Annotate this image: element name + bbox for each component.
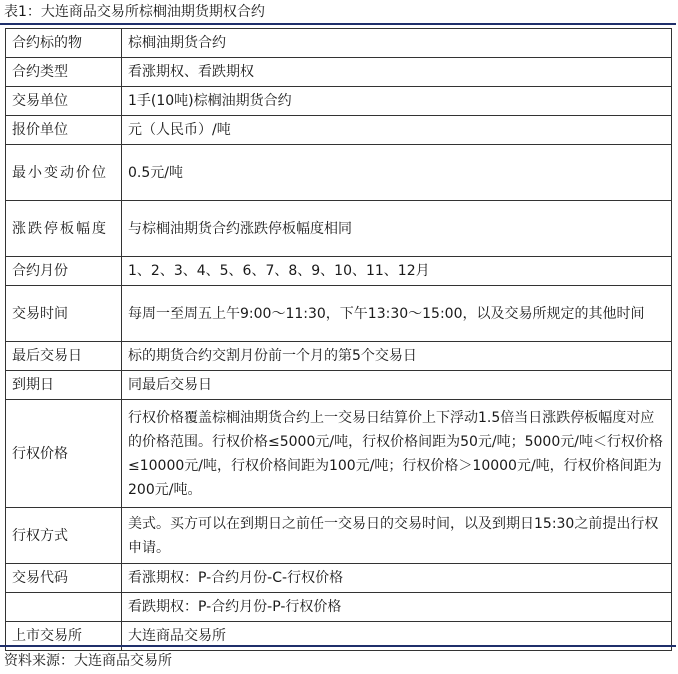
row-value: 0.5元/吨 [122, 145, 672, 201]
row-value: 每周一至周五上午9:00～11:30，下午13:30～15:00，以及交易所规定的其他时间 [122, 286, 672, 342]
row-key: 合约标的物 [6, 29, 122, 58]
row-value: 标的期货合约交割月份前一个月的第5个交易日 [122, 342, 672, 371]
row-value: 看跌期权：P-合约月份-P-行权价格 [122, 593, 672, 622]
row-value: 看涨期权：P-合约月份-C-行权价格 [122, 564, 672, 593]
row-key: 合约月份 [6, 257, 122, 286]
row-value: 棕榈油期货合约 [122, 29, 672, 58]
row-key: 最后交易日 [6, 342, 122, 371]
row-value: 看涨期权、看跌期权 [122, 58, 672, 87]
row-value: 行权价格覆盖棕榈油期货合约上一交易日结算价上下浮动1.5倍当日涨跌停板幅度对应的价格范围。行权价格≤5000元/吨，行权价格间距为50元/吨；5000元/吨＜行权价格≤10000元/吨，行权价格间距为100元/吨；行权价格＞10000元/吨，行权价格间距为200元/吨。 [122, 400, 672, 508]
table-row [6, 400, 672, 508]
row-value: 同最后交易日 [122, 371, 672, 400]
row-key: 交易时间 [6, 286, 122, 342]
row-key: 行权价格 [6, 400, 122, 508]
row-value: 1手(10吨)棕榈油期货合约 [122, 87, 672, 116]
row-value: 大连商品交易所 [122, 622, 672, 651]
table-row [6, 564, 672, 593]
table-row [6, 29, 672, 58]
row-value: 美式。买方可以在到期日之前任一交易日的交易时间，以及到期日15:30之前提出行权申请。 [122, 508, 672, 564]
row-key: 交易单位 [6, 87, 122, 116]
table-caption: 表1：大连商品交易所棕榈油期货期权合约 [4, 4, 265, 20]
row-key: 涨跌停板幅度 [6, 201, 122, 257]
table-row [6, 593, 672, 622]
row-key: 到期日 [6, 371, 122, 400]
table-row [6, 257, 672, 286]
bottom-rule [0, 645, 676, 647]
table-row [6, 286, 672, 342]
table-row [6, 145, 672, 201]
table-row [6, 371, 672, 400]
source-note: 资料来源：大连商品交易所 [4, 653, 172, 669]
row-key: 合约类型 [6, 58, 122, 87]
table-row [6, 342, 672, 371]
row-key: 交易代码 [6, 564, 122, 593]
row-value: 与棕榈油期货合约涨跌停板幅度相同 [122, 201, 672, 257]
table-row [6, 116, 672, 145]
row-key: 报价单位 [6, 116, 122, 145]
table-row [6, 58, 672, 87]
row-key: 上市交易所 [6, 622, 122, 651]
row-value: 元（人民币）/吨 [122, 116, 672, 145]
row-key [6, 593, 122, 622]
contract-spec-table [5, 28, 672, 651]
table-row [6, 508, 672, 564]
row-key: 最小变动价位 [6, 145, 122, 201]
table-row [6, 87, 672, 116]
table-row [6, 201, 672, 257]
row-key: 行权方式 [6, 508, 122, 564]
top-rule [0, 23, 676, 25]
row-value: 1、2、3、4、5、6、7、8、9、10、11、12月 [122, 257, 672, 286]
